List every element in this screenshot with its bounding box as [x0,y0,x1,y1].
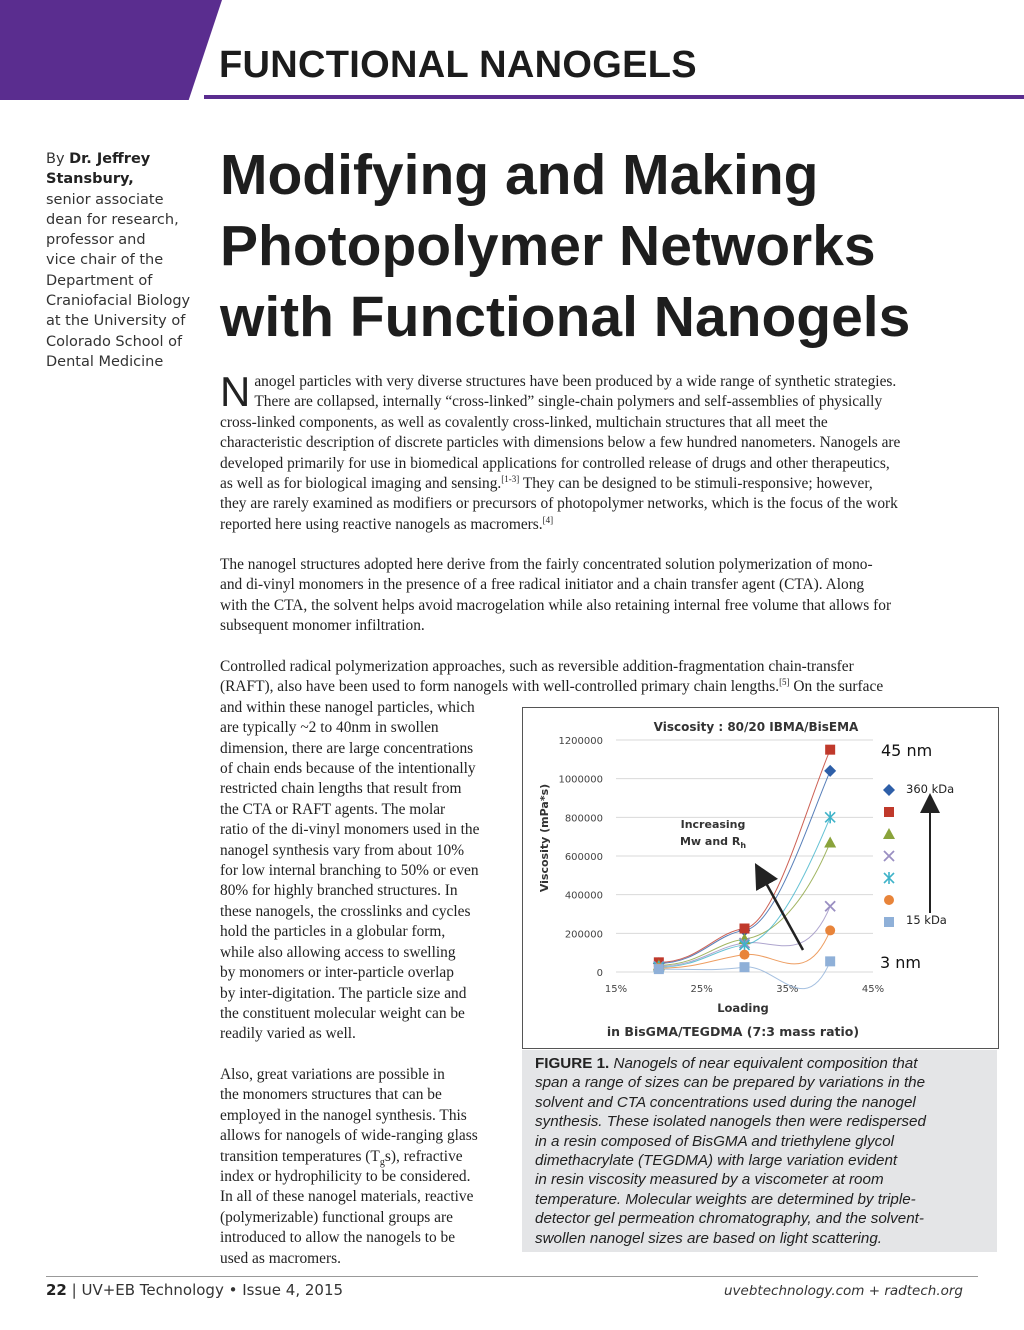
arrow-annotation-2 [680,835,746,850]
text-line: In all of these nanogel materials, reactive [220,1188,474,1206]
legend-marker [884,851,894,861]
headline-line: with Functional Nanogels [220,285,911,349]
data-point [740,950,750,960]
text-line: the constituent molecular weight can be [220,1004,465,1022]
caption-line: dimethacrylate (TEGDMA) with large variation evident [535,1152,898,1170]
citation-ref: [1-3] [501,474,520,485]
caption-line [535,1054,984,1073]
legend-marker [883,828,895,839]
text-segment: as well as for biological imaging and sensing. [220,475,502,493]
text-line: 80% for highly branched structures. In [220,882,458,900]
text-line: ratio of the di-vinyl monomers used in the [220,821,480,839]
data-point [740,962,750,972]
y-tick-label: 200000 [564,929,603,941]
headline-line: Modifying and Making [220,143,819,207]
y-tick-label: 400000 [564,890,603,902]
data-point [740,924,750,934]
caption-text: Nanogels of near equivalent composition that [609,1055,918,1072]
text-line: anogel particles with very diverse structures have been produced by a wide range of synthetic strategies. [254,373,897,390]
data-point [654,964,664,974]
text-line: by inter-digitation. The particle size and [220,984,467,1002]
chart-ticks [558,736,884,995]
text-segment: transition temperatures (T [220,1147,380,1165]
text-line: The nanogel structures adopted here derive from the fairly concentrated solution polymerization of mono- [220,556,873,573]
y-tick-label: 600000 [564,852,603,863]
data-point [825,956,835,966]
text-line: employed in the nanogel synthesis. This [220,1106,467,1124]
byline-line: at the University of [46,313,186,330]
data-point [825,745,835,755]
text-line [220,677,1010,697]
text-line: characteristic description of discrete particles with dimensions below a few hundred nanometers. Nanogels are [220,434,901,452]
viscosity-chart [523,708,998,1048]
text-line [220,515,1010,535]
bottom-size-label: 3 nm [880,953,921,972]
caption-line: span a range of sizes can be prepared by variations in the [535,1074,926,1092]
x-tick-label: 45% [861,984,885,995]
caption-label: FIGURE 1. [535,1055,610,1072]
text-line: hold the particles in a globular form, [220,923,446,941]
y-tick-label: 0 [596,968,603,979]
figure-chart [522,707,999,1049]
paragraph-2 [220,555,1010,637]
text-segment: s), refractive [384,1147,463,1165]
text-line: they are rarely examined as modifiers or precursors of photopolymer networks, which is the focus of the work [220,495,898,513]
legend-marker [884,895,894,905]
byline-line: dean for research, [46,211,179,228]
text-line: these nanogels, the crosslinks and cycles [220,902,471,920]
chart-subtitle: in BisGMA/TEGDMA (7:3 mass ratio) [606,1024,860,1039]
text-line: with the CTA, the solvent helps avoid macrogelation while also retaining internal free volume that allows for [220,596,892,614]
byline-line: professor and [46,232,146,249]
text-line: are typically ~2 to 40nm in swollen [220,719,439,737]
text-line: nanogel synthesis vary from about 10% [220,841,465,859]
section-tab [0,0,222,100]
text-line: (polymerizable) functional groups are [220,1208,453,1226]
page-number: 22 [46,1281,67,1299]
chart-legend [883,784,895,927]
text-line: by monomers or inter-particle overlap [220,964,454,982]
text-line: while also allowing access to swelling [220,943,456,961]
article-headline [220,140,1010,353]
text-line: of chain ends because of the intentionally [220,760,476,778]
legend-marker [883,784,895,796]
text-line: subsequent monomer infiltration. [220,617,425,635]
y-tick-label: 1000000 [558,774,603,786]
caption-line: temperature. Molecular weights are determined by triple- [535,1190,916,1208]
paragraph-1 [220,368,1010,535]
author-name: Dr. Jeffrey [69,151,151,167]
footer-websites: uvebtechnology.com + radtech.org [724,1283,963,1299]
chart-title: Viscosity : 80/20 IBMA/BisEMA [653,720,859,734]
footer-rule [46,1276,978,1277]
text-line: introduced to allow the nanogels to be [220,1229,456,1247]
top-size-label: 45 nm [881,741,933,760]
top-mw-label: 360 kDa [906,782,955,796]
text-segment: (RAFT), also have been used to form nanogels with well-controlled primary chain lengths. [220,678,780,696]
text-line: readily varied as well. [220,1025,356,1043]
caption-line: detector gel permeation chromatography, and the solvent- [535,1210,924,1228]
text-segment: reported here using reactive nanogels as macromers. [220,515,543,533]
legend-marker [884,917,894,927]
text-line: Controlled radical polymerization approaches, such as reversible addition-fragmentation chain-transfer [220,658,854,675]
byline-line: Department of [46,272,153,289]
figure-caption [522,1050,997,1252]
data-point [740,939,750,951]
x-tick-label: 35% [776,984,799,995]
annotation-subscript: h [740,841,747,850]
byline-prefix: By [46,151,65,167]
citation-ref: [5] [779,677,790,688]
annotation-text: Mw and R [679,835,741,848]
caption-line: synthesis. These isolated nanogels then were redispersed [535,1113,926,1131]
text-segment: On the surface [789,678,884,696]
text-line: for low internal branching to 50% or even [220,862,479,880]
x-tick-label: 25% [690,984,713,995]
text-line: There are collapsed, internally “cross-linked” single-chain polymers and self-assemblies of physically [254,393,883,411]
publication-info: | UV+EB Technology • Issue 4, 2015 [66,1281,344,1299]
legend-marker [884,872,894,884]
y-axis-label: Viscosity (mPa*s) [538,783,551,893]
byline-line: senior associate [46,191,164,208]
author-byline [46,149,206,372]
text-line: Also, great variations are possible in [220,1066,445,1083]
text-line [220,474,1010,494]
x-axis-label: Loading [717,1001,769,1015]
section-title: FUNCTIONAL NANOGELS [219,44,697,86]
y-tick-label: 1200000 [558,736,603,747]
caption-line: in a resin composed of BisGMA and triethylene glycol [535,1132,895,1150]
drop-cap: N [220,368,251,415]
data-point [825,901,835,911]
data-point [824,836,836,847]
byline-line: Colorado School of [46,333,183,350]
text-line: index or hydrophilicity to be considered. [220,1168,471,1186]
text-segment: They can be designed to be stimuli-responsive; however, [519,475,873,493]
text-line: dimension, there are large concentrations [220,739,474,757]
y-tick-label: 800000 [564,813,603,825]
x-tick-label: 15% [604,984,628,995]
text-line: used as macromers. [220,1249,341,1267]
text-line: and within these nanogel particles, which [220,698,475,716]
citation-ref: [4] [542,514,554,525]
byline-line: vice chair of the [46,252,164,269]
arrow-annotation: Increasing [680,818,746,831]
text-line: the CTA or RAFT agents. The molar [220,800,446,818]
caption-line: in resin viscosity measured by a viscometer at room [535,1171,884,1189]
headline-line: Photopolymer Networks [220,214,876,278]
subscript: g [379,1156,385,1168]
legend-marker [884,807,894,817]
text-line: cross-linked components, as well as covalently cross-linked, multichain structures that all meet the [220,413,828,431]
text-line: the monomers structures that can be [220,1086,442,1104]
author-name-2: Stansbury, [46,171,134,188]
data-point [824,765,836,777]
byline-line: Dental Medicine [46,353,164,370]
footer-publication [46,1281,343,1299]
text-line: restricted chain lengths that result from [220,780,462,798]
caption-line: swollen nanogel sizes are based on light scattering. [535,1229,882,1247]
text-line: allows for nanogels of wide-ranging glass [220,1127,478,1145]
byline-line: Craniofacial Biology [46,293,191,310]
title-rule [204,95,1024,99]
bottom-mw-label: 15 kDa [906,913,947,927]
caption-line: solvent and CTA concentrations used during the nanogel [535,1093,916,1111]
text-line: and di-vinyl monomers in the presence of a free radical initiator and a chain transfer agent (CTA). Along [220,576,865,594]
text-line: developed primarily for use in biomedical applications for controlled release of drugs and other therapeutics, [220,454,890,472]
data-point [825,925,835,935]
